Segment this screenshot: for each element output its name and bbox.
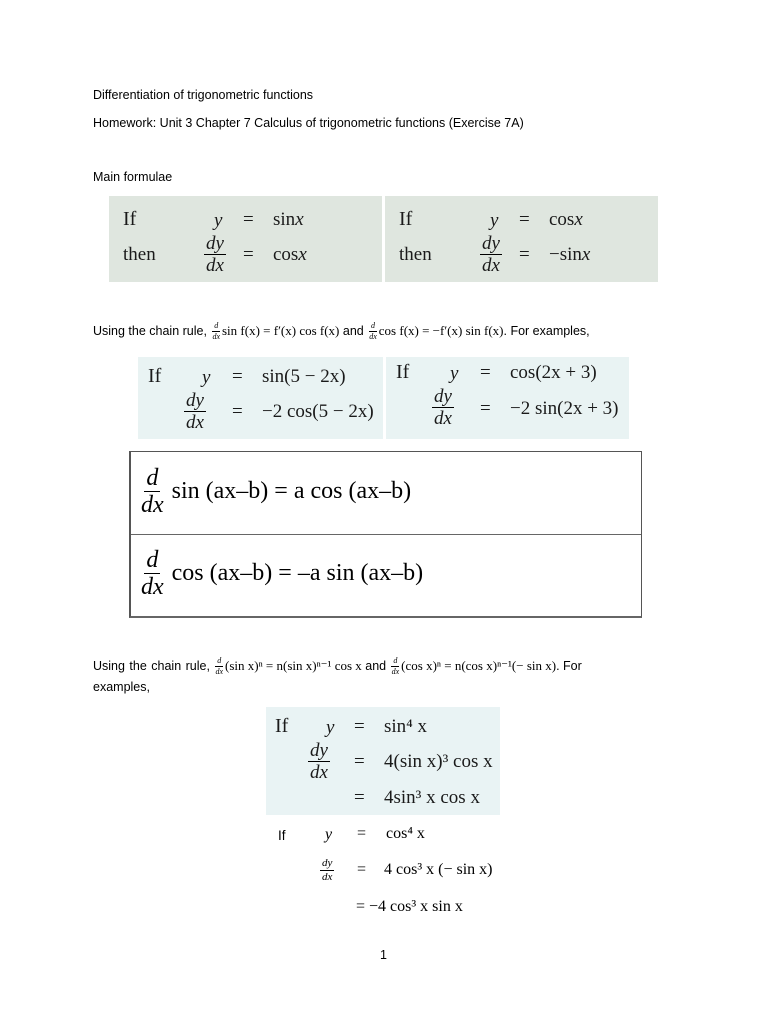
dy-dx-fraction: $\frac{dy}{dx}$: [322, 857, 333, 883]
chain-formula-cos: cos f(x) = −f′(x) sin f(x): [378, 322, 504, 338]
rhs-step-2: = −4 cos³ x sin x: [356, 898, 463, 915]
rhs-step-2: 4sin³ x cos x: [384, 787, 480, 808]
rhs-step-1: 4 cos³ x (− sin x): [384, 861, 493, 878]
y-var: y: [326, 717, 335, 738]
homework-line: Homework: Unit 3 Chapter 7 Calculus of trigonometric functions (Exercise 7A): [93, 116, 524, 130]
if-label: If: [148, 365, 162, 387]
examples-label: examples,: [93, 680, 150, 694]
page-number: 1: [380, 948, 387, 962]
y-var: y: [325, 826, 333, 843]
formula-box-cos: [385, 196, 658, 282]
equals-sign: =: [519, 244, 530, 265]
chain-formula-cos-power: (cos x)ⁿ = n(cos x)ⁿ⁻¹(− sin x): [401, 657, 557, 673]
main-formulae-heading: Main formulae: [93, 170, 173, 184]
equals-sign: =: [243, 244, 254, 265]
chain-rule-sentence-2: Using the chain rule, $\frac{d}{dx}$ (sin x)ⁿ = n(sin x)ⁿ⁻¹ cos x and $\frac{d}{dx}$ (cos x)ⁿ = n(cos x)ⁿ⁻¹(− sin x). For: [93, 656, 582, 676]
if-label: If: [123, 208, 137, 230]
formula-table: [129, 451, 642, 618]
equals-sign: =: [232, 401, 243, 422]
dy-dx-fraction: $\frac{dy}{dx}$: [434, 386, 452, 429]
example-box-sin: [138, 357, 383, 439]
then-label: then: [399, 244, 432, 265]
document-title: Differentiation of trigonometric functions: [93, 88, 314, 102]
if-label: If: [396, 361, 410, 383]
equals-sign: =: [354, 787, 365, 808]
rhs-cos: cosx: [549, 209, 583, 230]
equals-sign: =: [357, 825, 367, 842]
rhs-sin-fourth: sin⁴ x: [384, 716, 428, 737]
dy-dx-fraction: $\frac{dy}{dx}$: [206, 233, 224, 276]
rhs-derivative: −2 cos(5 − 2x): [262, 401, 374, 422]
chain-rule-sentence-1: Using the chain rule, $\frac{d}{dx}$ sin f(x) = f′(x) cos f(x) and $\frac{d}{dx}$ cos f(x) = −f′(x) sin f(x). For examples,: [93, 321, 590, 341]
equals-sign: =: [354, 751, 365, 772]
chain-formula-sin-power: (sin x)ⁿ = n(sin x)ⁿ⁻¹ cos x: [225, 657, 362, 673]
equals-sign: =: [354, 716, 365, 737]
equals-sign: =: [519, 209, 530, 230]
chain-formula-sin: sin f(x) = f′(x) cos f(x): [222, 322, 340, 338]
table-row-cos: $\frac{d}{dx}$ cos (ax–b) = –a sin (ax–b): [141, 547, 424, 600]
equals-sign: =: [480, 398, 491, 419]
rhs-cos-expr: cos(2x + 3): [510, 362, 597, 383]
equals-sign: =: [480, 362, 491, 383]
rhs-sin: sinx: [273, 209, 304, 230]
y-var: y: [450, 363, 459, 384]
rhs-derivative: −2 sin(2x + 3): [510, 398, 619, 419]
rhs-cos-fourth: cos⁴ x: [386, 825, 425, 842]
table-row-sin: $\frac{d}{dx}$ sin (ax–b) = a cos (ax–b): [141, 465, 412, 518]
then-label: then: [123, 244, 156, 265]
rhs-step-1: 4(sin x)³ cos x: [384, 751, 493, 772]
formula-box-sin: [109, 196, 382, 282]
table-divider: [131, 534, 641, 535]
example-box-cos: [386, 357, 629, 439]
rhs-cos: cosx: [273, 244, 307, 265]
equals-sign: =: [357, 861, 367, 878]
y-var: y: [490, 210, 499, 231]
equals-sign: =: [232, 366, 243, 387]
example-box-sin-power: [266, 707, 500, 815]
dy-dx-fraction: $\frac{dy}{dx}$: [482, 233, 500, 276]
if-label: If: [399, 208, 413, 230]
equals-sign: =: [243, 209, 254, 230]
y-var: y: [202, 367, 211, 388]
rhs-neg-sin: −sinx: [549, 244, 591, 265]
rhs-sin-expr: sin(5 − 2x): [262, 366, 346, 387]
dy-dx-fraction: $\frac{dy}{dx}$: [310, 740, 328, 783]
dy-dx-fraction: $\frac{dy}{dx}$: [186, 390, 204, 433]
if-label: If: [275, 715, 289, 737]
y-var: y: [214, 210, 223, 231]
if-label: If: [278, 828, 286, 843]
